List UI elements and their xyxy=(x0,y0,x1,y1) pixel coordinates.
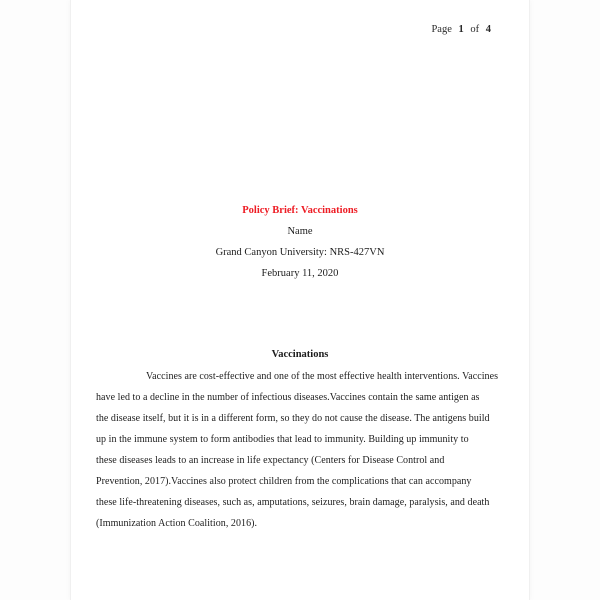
date-line: February 11, 2020 xyxy=(261,268,339,279)
paragraph-line: up in the immune system to form antibodies that lead to immunity. Building up immunity to xyxy=(96,434,469,445)
paragraph-line: Prevention, 2017).Vaccines also protect children from the complications that can accompany xyxy=(96,476,472,487)
title-block xyxy=(71,200,529,284)
current-page-number: 1 xyxy=(458,24,464,35)
document-title: Policy Brief: Vaccinations xyxy=(242,205,358,216)
page-label: Page xyxy=(431,24,452,35)
document-page xyxy=(70,0,530,600)
paragraph-line: these diseases leads to an increase in life expectancy (Centers for Disease Control and xyxy=(96,455,445,466)
of-label: of xyxy=(470,24,480,35)
author-name: Name xyxy=(287,226,313,237)
body-paragraph xyxy=(96,366,508,534)
page-number-header xyxy=(71,24,491,35)
paragraph-line: have led to a decline in the number of infectious diseases.Vaccines contain the same antigen as xyxy=(96,392,480,403)
institution-line: Grand Canyon University: NRS-427VN xyxy=(215,247,385,258)
paragraph-line: Vaccines are cost-effective and one of the most effective health interventions. Vaccines xyxy=(146,371,499,382)
paragraph-line: these life-threatening diseases, such as, amputations, seizures, brain damage, paralysis, and death xyxy=(96,497,490,508)
total-page-number: 4 xyxy=(485,24,491,35)
paragraph-line: the disease itself, but it is in a different form, so they do not cause the disease. The antigens build xyxy=(96,413,490,424)
section-heading: Vaccinations xyxy=(271,349,329,360)
paragraph-line: (Immunization Action Coalition, 2016). xyxy=(96,518,258,529)
